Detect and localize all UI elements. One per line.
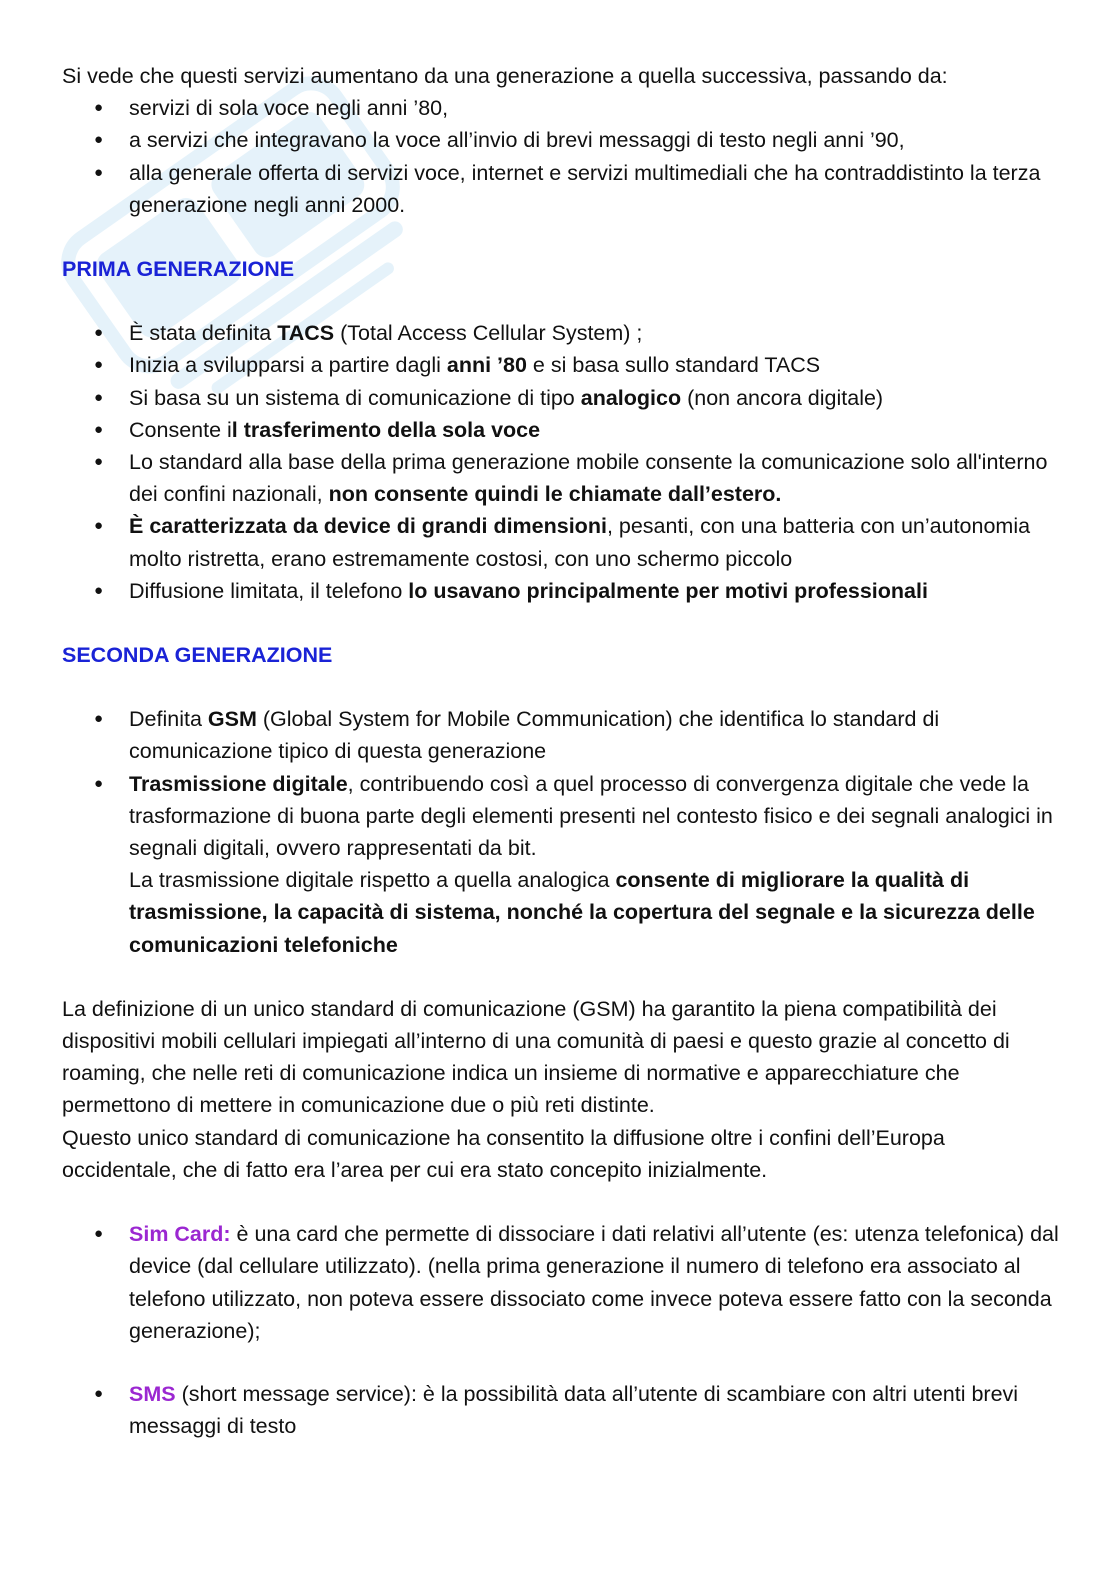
list-item: ● È caratterizzata da device di grandi dimensioni, pesanti, con una batteria con un’autonomia molto ristretta, erano estremamente costosi, con uno schermo piccolo <box>129 510 1062 574</box>
sms-list <box>62 1378 1062 1442</box>
list-item: ● alla generale offerta di servizi voce, internet e servizi multimediali che ha contraddistinto la terza generazione negli anni 2000. <box>129 157 1062 221</box>
gsm-paragraph: La definizione di un unico standard di comunicazione (GSM) ha garantito la piena compatibilità dei dispositivi mobili cellulari impiegati all’interno di una comunità di paesi e questo grazie al concetto di roaming, che nelle reti di comunicazione indica un insieme di normative e apparecchiature che permettono di mettere in comunicazione due o più reti distinte. <box>62 996 1010 1118</box>
term-sim-card: Sim Card: <box>129 1222 231 1247</box>
list-item: ● a servizi che integravano la voce all’invio di brevi messaggi di testo negli anni ’90, <box>129 124 1062 156</box>
gsm-paragraph: Questo unico standard di comunicazione ha consentito la diffusione oltre i confini dell’Europa occidentale, che di fatto era l’area per cui era stato concepito inizialmente. <box>62 1125 945 1182</box>
list-item: ● Inizia a svilupparsi a partire dagli anni ’80 e si basa sullo standard TACS <box>129 349 1062 381</box>
list-item-sms: ● SMS (short message service): è la possibilità data all’utente di scambiare con altri utenti brevi messaggi di testo <box>129 1378 1062 1442</box>
list-item: ● Trasmissione digitale, contribuendo così a quel processo di convergenza digitale che vede la trasformazione di buona parte degli elementi presenti nel contesto fisico e dei segnali analogici in segnali digitali, ovvero rappresentati da bit. La trasmissione digitale rispetto a quella analogica consente di migliorare la qualità di trasmissione, la capacità di sistema, nonché la copertura del segnale e la sicurezza delle comunicazioni telefoniche <box>129 768 1062 961</box>
document-content <box>62 60 1062 1442</box>
seconda-list <box>62 703 1062 961</box>
sim-list <box>62 1218 1062 1347</box>
term-sms: SMS <box>129 1381 176 1406</box>
list-item: ● È stata definita TACS (Total Access Cellular System) ; <box>129 317 1062 349</box>
section-heading-seconda: SECONDA GENERAZIONE <box>62 643 333 668</box>
intro-paragraph: Si vede che questi servizi aumentano da una generazione a quella successiva, passando da: <box>62 64 948 88</box>
prima-list <box>62 317 1062 607</box>
intro-list <box>62 92 1062 221</box>
list-item: ● Si basa su un sistema di comunicazione di tipo analogico (non ancora digitale) <box>129 382 1062 414</box>
list-item: ● servizi di sola voce negli anni ’80, <box>129 92 1062 124</box>
list-item: ● Definita GSM (Global System for Mobile Communication) che identifica lo standard di comunicazione tipico di questa generazione <box>129 703 1062 767</box>
list-item-sim-card: ● Sim Card: è una card che permette di dissociare i dati relativi all’utente (es: utenza telefonica) dal device (dal cellulare utilizzato). (nella prima generazione il numero di telefono era associato al telefono utilizzato, non poteva essere dissociato come invece poteva essere fatto con la seconda generazione); <box>129 1218 1062 1347</box>
list-item: ● Consente il trasferimento della sola voce <box>129 414 1062 446</box>
list-item: ● Lo standard alla base della prima generazione mobile consente la comunicazione solo all'interno dei confini nazionali, non consente quindi le chiamate dall’estero. <box>129 446 1062 510</box>
list-item: ● Diffusione limitata, il telefono lo usavano principalmente per motivi professionali <box>129 575 1062 607</box>
section-heading-prima: PRIMA GENERAZIONE <box>62 257 295 282</box>
